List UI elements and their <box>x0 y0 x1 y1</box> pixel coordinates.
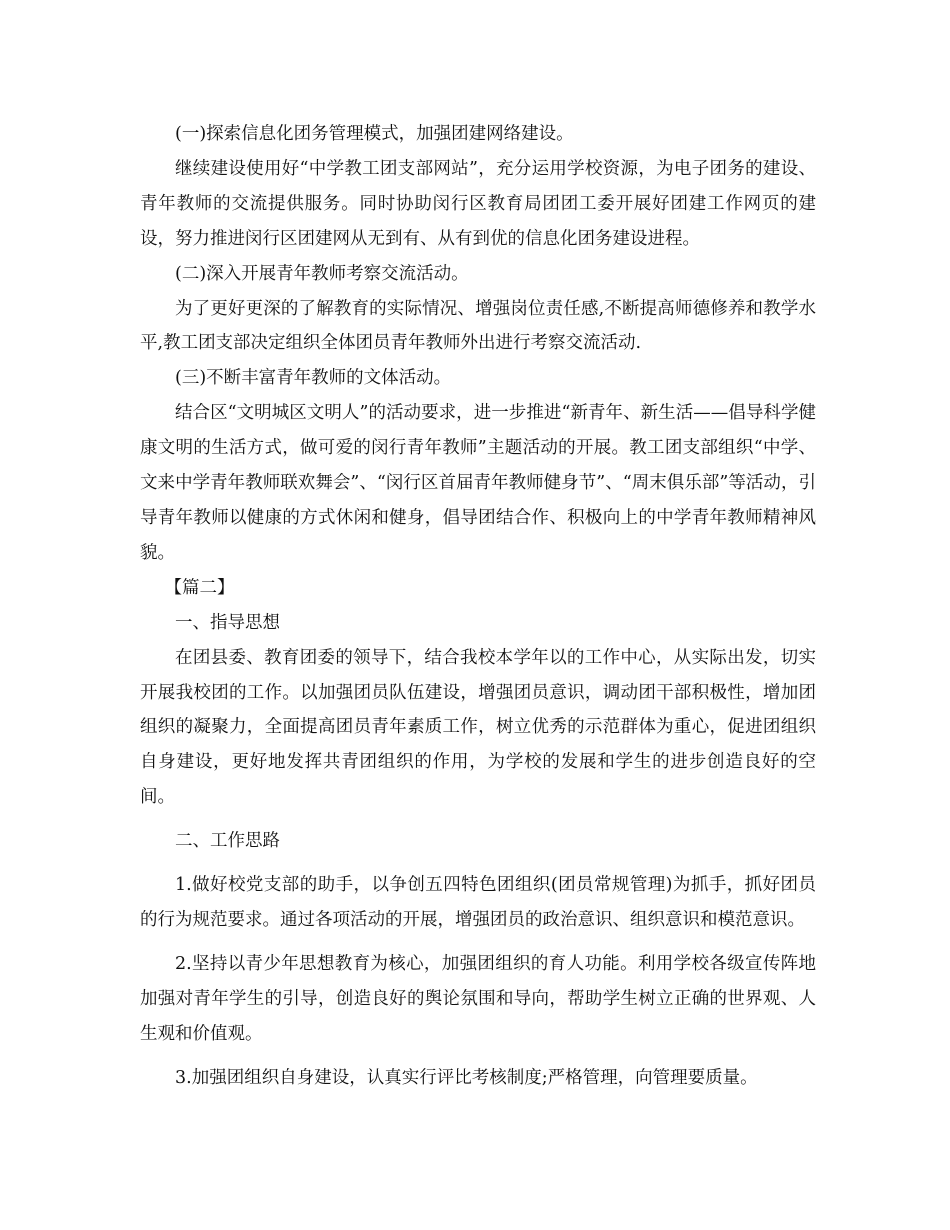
section-heading-3: (三)不断丰富青年教师的文体活动。 <box>175 368 452 389</box>
chapter-title: 【篇二】 <box>164 577 235 598</box>
document-body <box>140 117 816 1095</box>
body-paragraph: 继续建设使用好“中学教工团支部网站”，充分运用学校资源，为电子团务的建设、青年教师的交流提供服务。同时协助闵行区教育局团团工委开展好团建工作网页的建设，努力推进闵行区团建网从无到有、从有到优的信息化团务建设进程。 <box>140 158 816 249</box>
list-item-1: 1.做好校党支部的助手，以争创五四特色团组织(团员常规管理)为抓手，抓好团员的行为规范要求。通过各项活动的开展，增强团员的政治意识、组织意识和模范意识。 <box>140 875 816 930</box>
section-heading-1: (一)探索信息化团务管理模式，加强团建网络建设。 <box>175 124 574 144</box>
body-paragraph: 结合区“文明城区文明人”的活动要求，进一步推进“新青年、新生活——倡导科学健康文明的生活方式，做可爱的闵行青年教师”主题活动的开展。教工团支部组织“中学、文来中学青年教师联欢舞会”、“闵行区首届青年教师健身节”、“周末俱乐部”等活动，引导青年教师以健康的方式休闲和健身，倡导团结合作、积极向上的中学青年教师精神风貌。 <box>140 403 816 563</box>
section-heading-2: (二)深入开展青年教师考察交流活动。 <box>175 263 469 284</box>
body-paragraph: 在团县委、教育团委的领导下，结合我校本学年以的工作中心，从实际出发，切实开展我校团的工作。以加强团员队伍建设，增强团员意识，调动团干部积极性，增加团组织的凝聚力，全面提高团员青年素质工作，树立优秀的示范群体为重心，促进团组织自身建设，更好地发挥共青团组织的作用，为学校的发展和学生的进步创造良好的空间。 <box>140 647 816 808</box>
body-paragraph: 为了更好更深的了解教育的实际情况、增强岗位责任感,不断提高师德修养和教学水平,教工团支部决定组织全体团员青年教师外出进行考察交流活动. <box>140 298 816 354</box>
part-heading-guiding-ideology: 一、指导思想 <box>175 612 280 633</box>
part-heading-work-ideas: 二、工作思路 <box>175 831 280 852</box>
list-item-3: 3.加强团组织自身建设，认真实行评比考核制度;严格管理，向管理要质量。 <box>175 1067 758 1088</box>
list-item-2: 2.坚持以青少年思想教育为核心，加强团组织的育人功能。利用学校各级宣传阵地加强对青年学生的引导，创造良好的舆论氛围和导向，帮助学生树立正确的世界观、人生观和价值观。 <box>140 953 816 1044</box>
